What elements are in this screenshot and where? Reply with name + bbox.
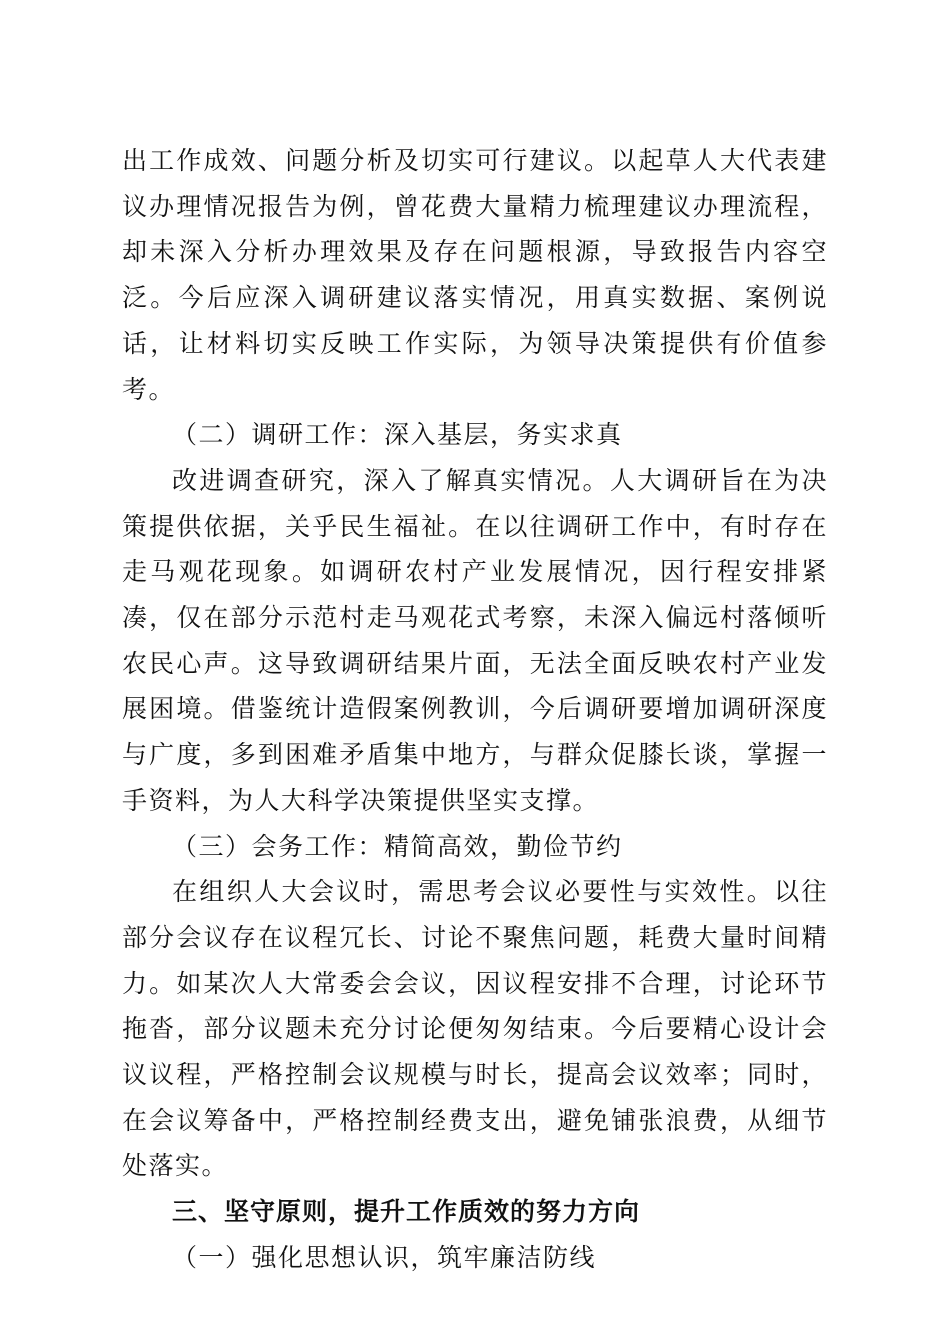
paragraph-research-work: 改进调查研究，深入了解真实情况。人大调研旨在为决策提供依据，关乎民生福祉。在以往调研工作中，有时存在走马观花现象。如调研农村产业发展情况，因行程安排紧凑，仅在部分示范村走马观花式考察，未深入偏远村落倾听农民心声。这导致调研结果片面，无法全面反映农村产业发展困境。借鉴统计造假案例教训，今后调研要增加调研深度与广度，多到困难矛盾集中地方，与群众促膝长谈，掌握一手资料，为人大科学决策提供坚实支撑。 (122, 465, 828, 815)
subheading-ideological-awareness: （一）强化思想认识，筑牢廉洁防线 (172, 1242, 597, 1272)
paragraph-writing-work: 出工作成效、问题分析及切实可行建议。以起草人大代表建议办理情况报告为例，曾花费大量精力梳理建议办理流程，却未深入分析办理效果及存在问题根源，导致报告内容空泛。今后应深入调研建议落实情况，用真实数据、案例说话，让材料切实反映工作实际，为领导决策提供有价值参考。 (122, 146, 828, 404)
paragraph-meeting-work: 在组织人大会议时，需思考会议必要性与实效性。以往部分会议存在议程冗长、讨论不聚焦问题，耗费大量时间精力。如某次人大常委会会议，因议程安排不合理，讨论环节拖沓，部分议题未充分讨论便匆匆结束。今后要精心设计会议议程，严格控制会议规模与时长，提高会议效率；同时，在会议筹备中，严格控制经费支出，避免铺张浪费，从细节处落实。 (122, 877, 828, 1181)
subheading-meeting-work: （三）会务工作：精简高效，勤俭节约 (172, 831, 623, 861)
section-heading-three: 三、坚守原则，提升工作质效的努力方向 (172, 1197, 641, 1227)
document-body (122, 138, 828, 1281)
subheading-research-work: （二）调研工作：深入基层，务实求真 (172, 420, 623, 450)
